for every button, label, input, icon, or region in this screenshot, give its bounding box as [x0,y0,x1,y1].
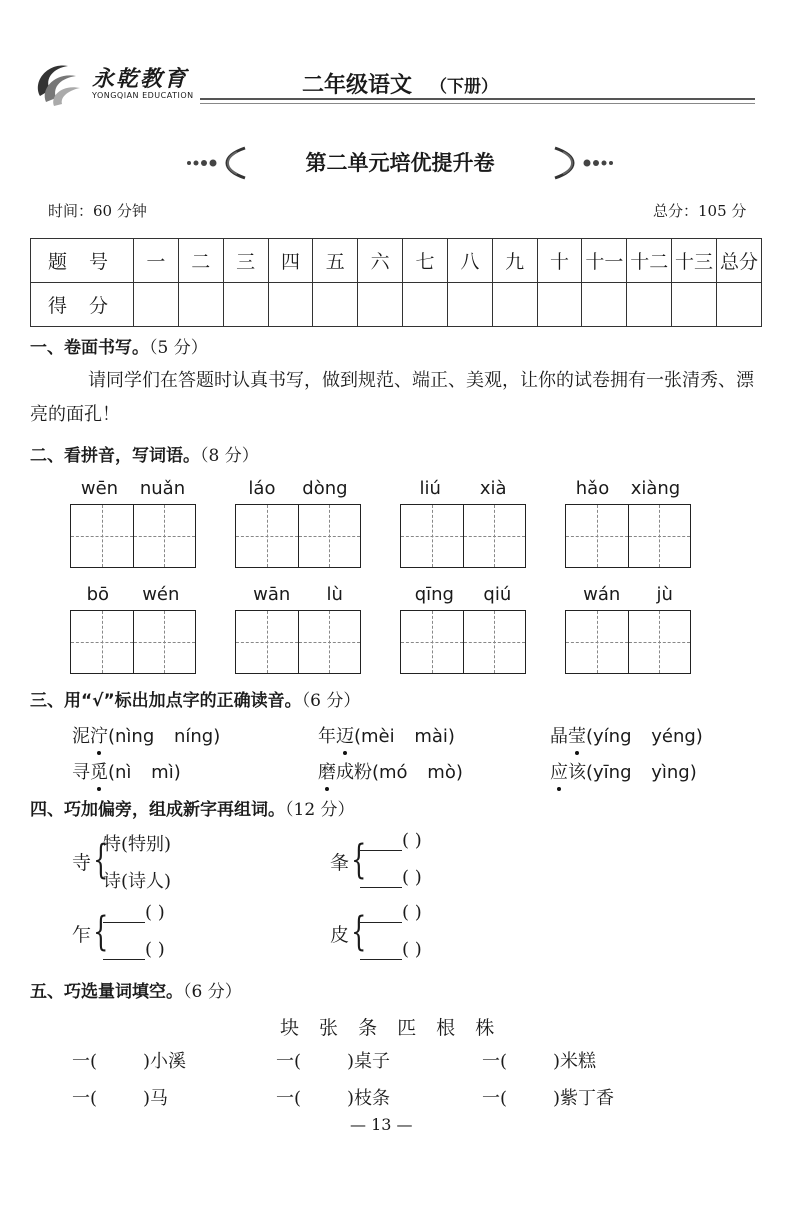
section-title: 三、用“√”标出加点字的正确读音。 [30,691,302,711]
brace-icon: { [351,837,367,883]
writing-cell[interactable] [236,611,299,673]
writing-grid[interactable] [565,504,691,568]
section-points: （12 分） [285,800,355,820]
dotted-char: 应 [550,758,568,784]
section-title: 四、巧加偏旁，组成新字再组词。 [30,800,285,820]
writing-cell[interactable] [566,611,629,673]
measure-word-bank: 块 张 条 匹 根 株 [280,1017,495,1039]
example-word: 特(特别) [103,834,172,855]
pinyin-group [70,478,196,568]
writing-grid[interactable] [70,610,196,674]
subject-title: 二年级语文 [302,73,413,98]
brand-name: 永乾教育 [92,66,189,92]
score-cell[interactable] [268,283,313,327]
pinyin: wén [142,584,180,605]
word-part: 晶 [550,726,568,747]
writing-cell[interactable] [629,505,691,567]
fill-item[interactable] [482,1047,596,1073]
radical-char: 寺 [72,852,92,874]
writing-cell[interactable] [71,505,134,567]
answer-paren[interactable]: ( ) [402,867,422,888]
dotted-char: 泞 [90,722,108,748]
pinyin-options[interactable]: (nì mì) [108,762,181,783]
pinyin-group [70,584,196,674]
score-cell[interactable] [447,283,492,327]
score-table [30,238,762,327]
dotted-char: 觅 [90,758,108,784]
score-cell[interactable] [178,283,223,327]
word-part: 年 [318,726,336,747]
word-part: 寻 [72,762,90,783]
section-points: （8 分） [200,446,259,466]
brace-icon: { [351,909,367,955]
pinyin: láo [248,478,276,499]
pinyin: qīng [414,584,454,605]
page-number: — 13 — [350,1115,413,1134]
example-word: 诗(诗人) [103,871,172,892]
section-2-heading [30,441,259,466]
section-title: 五、巧选量词填空。 [30,982,183,1002]
section-1-text: 请同学们在答题时认真书写，做到规范、端正、美观，让你的试卷拥有一张清秀、漂亮的面孔！ [30,370,754,425]
answer-paren[interactable]: ( ) [402,830,422,851]
score-cell[interactable] [537,283,582,327]
pronunciation-item [72,722,220,748]
table-cell: 九 [492,239,537,283]
fill-suffix: )枝条 [347,1088,391,1109]
section-points: （6 分） [183,982,242,1002]
writing-grid[interactable] [235,504,361,568]
answer-line[interactable] [360,939,474,960]
writing-cell[interactable] [236,505,299,567]
pronunciation-item [550,722,703,748]
fill-item[interactable] [482,1084,614,1110]
pronunciation-item [550,758,697,784]
pinyin: wēn [80,478,119,499]
table-cell: 二 [178,239,223,283]
dotted-char: 迈 [336,722,354,748]
pinyin-options[interactable]: (mó mò) [372,762,463,783]
radical-char: 乍 [72,924,92,946]
pronunciation-item [318,758,463,784]
writing-cell[interactable] [566,505,629,567]
answer-line[interactable] [103,902,217,923]
writing-grid[interactable] [235,610,361,674]
fill-item[interactable] [276,1047,390,1073]
writing-grid[interactable] [565,610,691,674]
table-cell: 总分 [716,239,761,283]
pinyin: wán [583,584,621,605]
table-cell: 四 [268,239,313,283]
pinyin-group [235,478,361,568]
pinyin: qiú [483,584,512,605]
answer-paren[interactable]: ( ) [145,939,165,960]
word-part: 该 [568,762,586,783]
writing-cell[interactable] [71,611,134,673]
pinyin-group [565,584,691,674]
section-points: （6 分） [301,691,361,711]
table-cell: 十一 [582,239,627,283]
writing-grid[interactable] [400,504,526,568]
answer-line[interactable] [360,902,474,923]
writing-cell[interactable] [464,611,526,673]
pinyin-group [235,584,361,674]
brand-english: YONGQIAN EDUCATION [92,91,194,100]
radical-char: 夆 [330,852,350,874]
score-cell[interactable] [582,283,627,327]
table-cell: 一 [134,239,179,283]
section-title: 二、看拼音，写词语。 [30,446,200,466]
word-part: 成粉 [336,762,372,783]
answer-line[interactable] [360,830,474,851]
pinyin-group [400,478,526,568]
pinyin-options[interactable]: (mèi mài) [354,726,455,747]
writing-cell[interactable] [134,505,196,567]
pinyin: wān [253,584,291,605]
pinyin-options[interactable]: (yíng yéng) [586,726,703,747]
header-rule-thin [200,103,755,104]
table-cell: 三 [223,239,268,283]
total-score: 总分：105 分 [653,202,747,220]
fill-suffix: )米糕 [553,1051,597,1072]
score-cell[interactable] [716,283,761,327]
table-cell: 五 [313,239,358,283]
fill-item[interactable] [276,1084,390,1110]
answer-paren[interactable]: ( ) [145,902,165,923]
pinyin: hǎo [575,478,610,499]
pronunciation-item [318,722,455,748]
table-cell: 十二 [627,239,672,283]
table-cell: 十三 [672,239,717,283]
fill-suffix: )紫丁香 [553,1088,615,1109]
pinyin-group [400,584,526,674]
score-cell[interactable] [223,283,268,327]
fill-suffix: )小溪 [143,1051,187,1072]
writing-cell[interactable] [629,611,691,673]
section-4-heading [30,795,355,820]
radical-char: 皮 [330,924,350,946]
pinyin: liú [419,478,441,499]
writing-cell[interactable] [299,505,361,567]
answer-line[interactable] [103,939,217,960]
writing-cell[interactable] [299,611,361,673]
writing-cell[interactable] [134,611,196,673]
title-ornament-right-icon [535,146,615,180]
fill-prefix: 一( [72,1088,98,1109]
logo-swirl-icon [30,56,84,110]
table-cell: 题 号 [31,239,134,283]
writing-grid[interactable] [400,610,526,674]
pinyin: bō [86,584,110,605]
fill-suffix: )马 [143,1088,169,1109]
fill-prefix: 一( [72,1051,98,1072]
answer-paren[interactable]: ( ) [402,902,422,923]
pronunciation-item [72,758,181,784]
time-limit: 时间：60 分钟 [48,202,147,220]
score-cell[interactable] [134,283,179,327]
section-title: 一、卷面书写。 [30,338,149,358]
fill-prefix: 一( [482,1088,508,1109]
score-cell[interactable] [672,283,717,327]
pinyin: xià [479,478,507,499]
score-cell[interactable] [492,283,537,327]
pinyin-group [565,478,691,568]
table-cell: 得 分 [31,283,134,327]
dotted-char: 磨 [318,758,336,784]
volume-label: （下册） [430,77,498,97]
score-cell[interactable] [627,283,672,327]
fill-prefix: 一( [276,1051,302,1072]
score-table-score-row [31,283,762,327]
section-points: （5 分） [149,338,208,358]
writing-grid[interactable] [70,504,196,568]
fill-item[interactable] [72,1047,186,1073]
fill-prefix: 一( [482,1051,508,1072]
pinyin-options[interactable]: (yīng yìng) [586,762,697,783]
writing-cell[interactable] [464,505,526,567]
word-part: 泥 [72,726,90,747]
table-cell: 六 [358,239,403,283]
pinyin: dòng [302,478,348,499]
dotted-char: 莹 [568,722,586,748]
section-5-heading [30,977,242,1002]
header-rule [200,98,755,100]
table-cell: 十 [537,239,582,283]
brace-icon: { [93,909,109,955]
fill-prefix: 一( [276,1088,302,1109]
writing-cell[interactable] [401,611,464,673]
answer-line[interactable] [360,867,474,888]
pinyin: xiàng [630,478,681,499]
fill-suffix: )桌子 [347,1051,391,1072]
score-table-header-row [31,239,762,283]
pinyin: jù [656,584,673,605]
score-cell[interactable] [403,283,448,327]
score-cell[interactable] [313,283,358,327]
writing-cell[interactable] [401,505,464,567]
brace-icon: { [93,837,109,883]
pinyin: nuǎn [139,478,186,499]
answer-paren[interactable]: ( ) [402,939,422,960]
table-cell: 七 [403,239,448,283]
score-cell[interactable] [358,283,403,327]
paper-title: 第二单元培优提升卷 [305,151,495,175]
pinyin: lù [326,584,343,605]
paper-title-box [240,147,560,179]
table-cell: 八 [447,239,492,283]
pinyin-options[interactable]: (nìng níng) [108,726,221,747]
section-1-heading [30,333,208,358]
section-3-heading [30,686,360,711]
fill-item[interactable] [72,1084,168,1110]
